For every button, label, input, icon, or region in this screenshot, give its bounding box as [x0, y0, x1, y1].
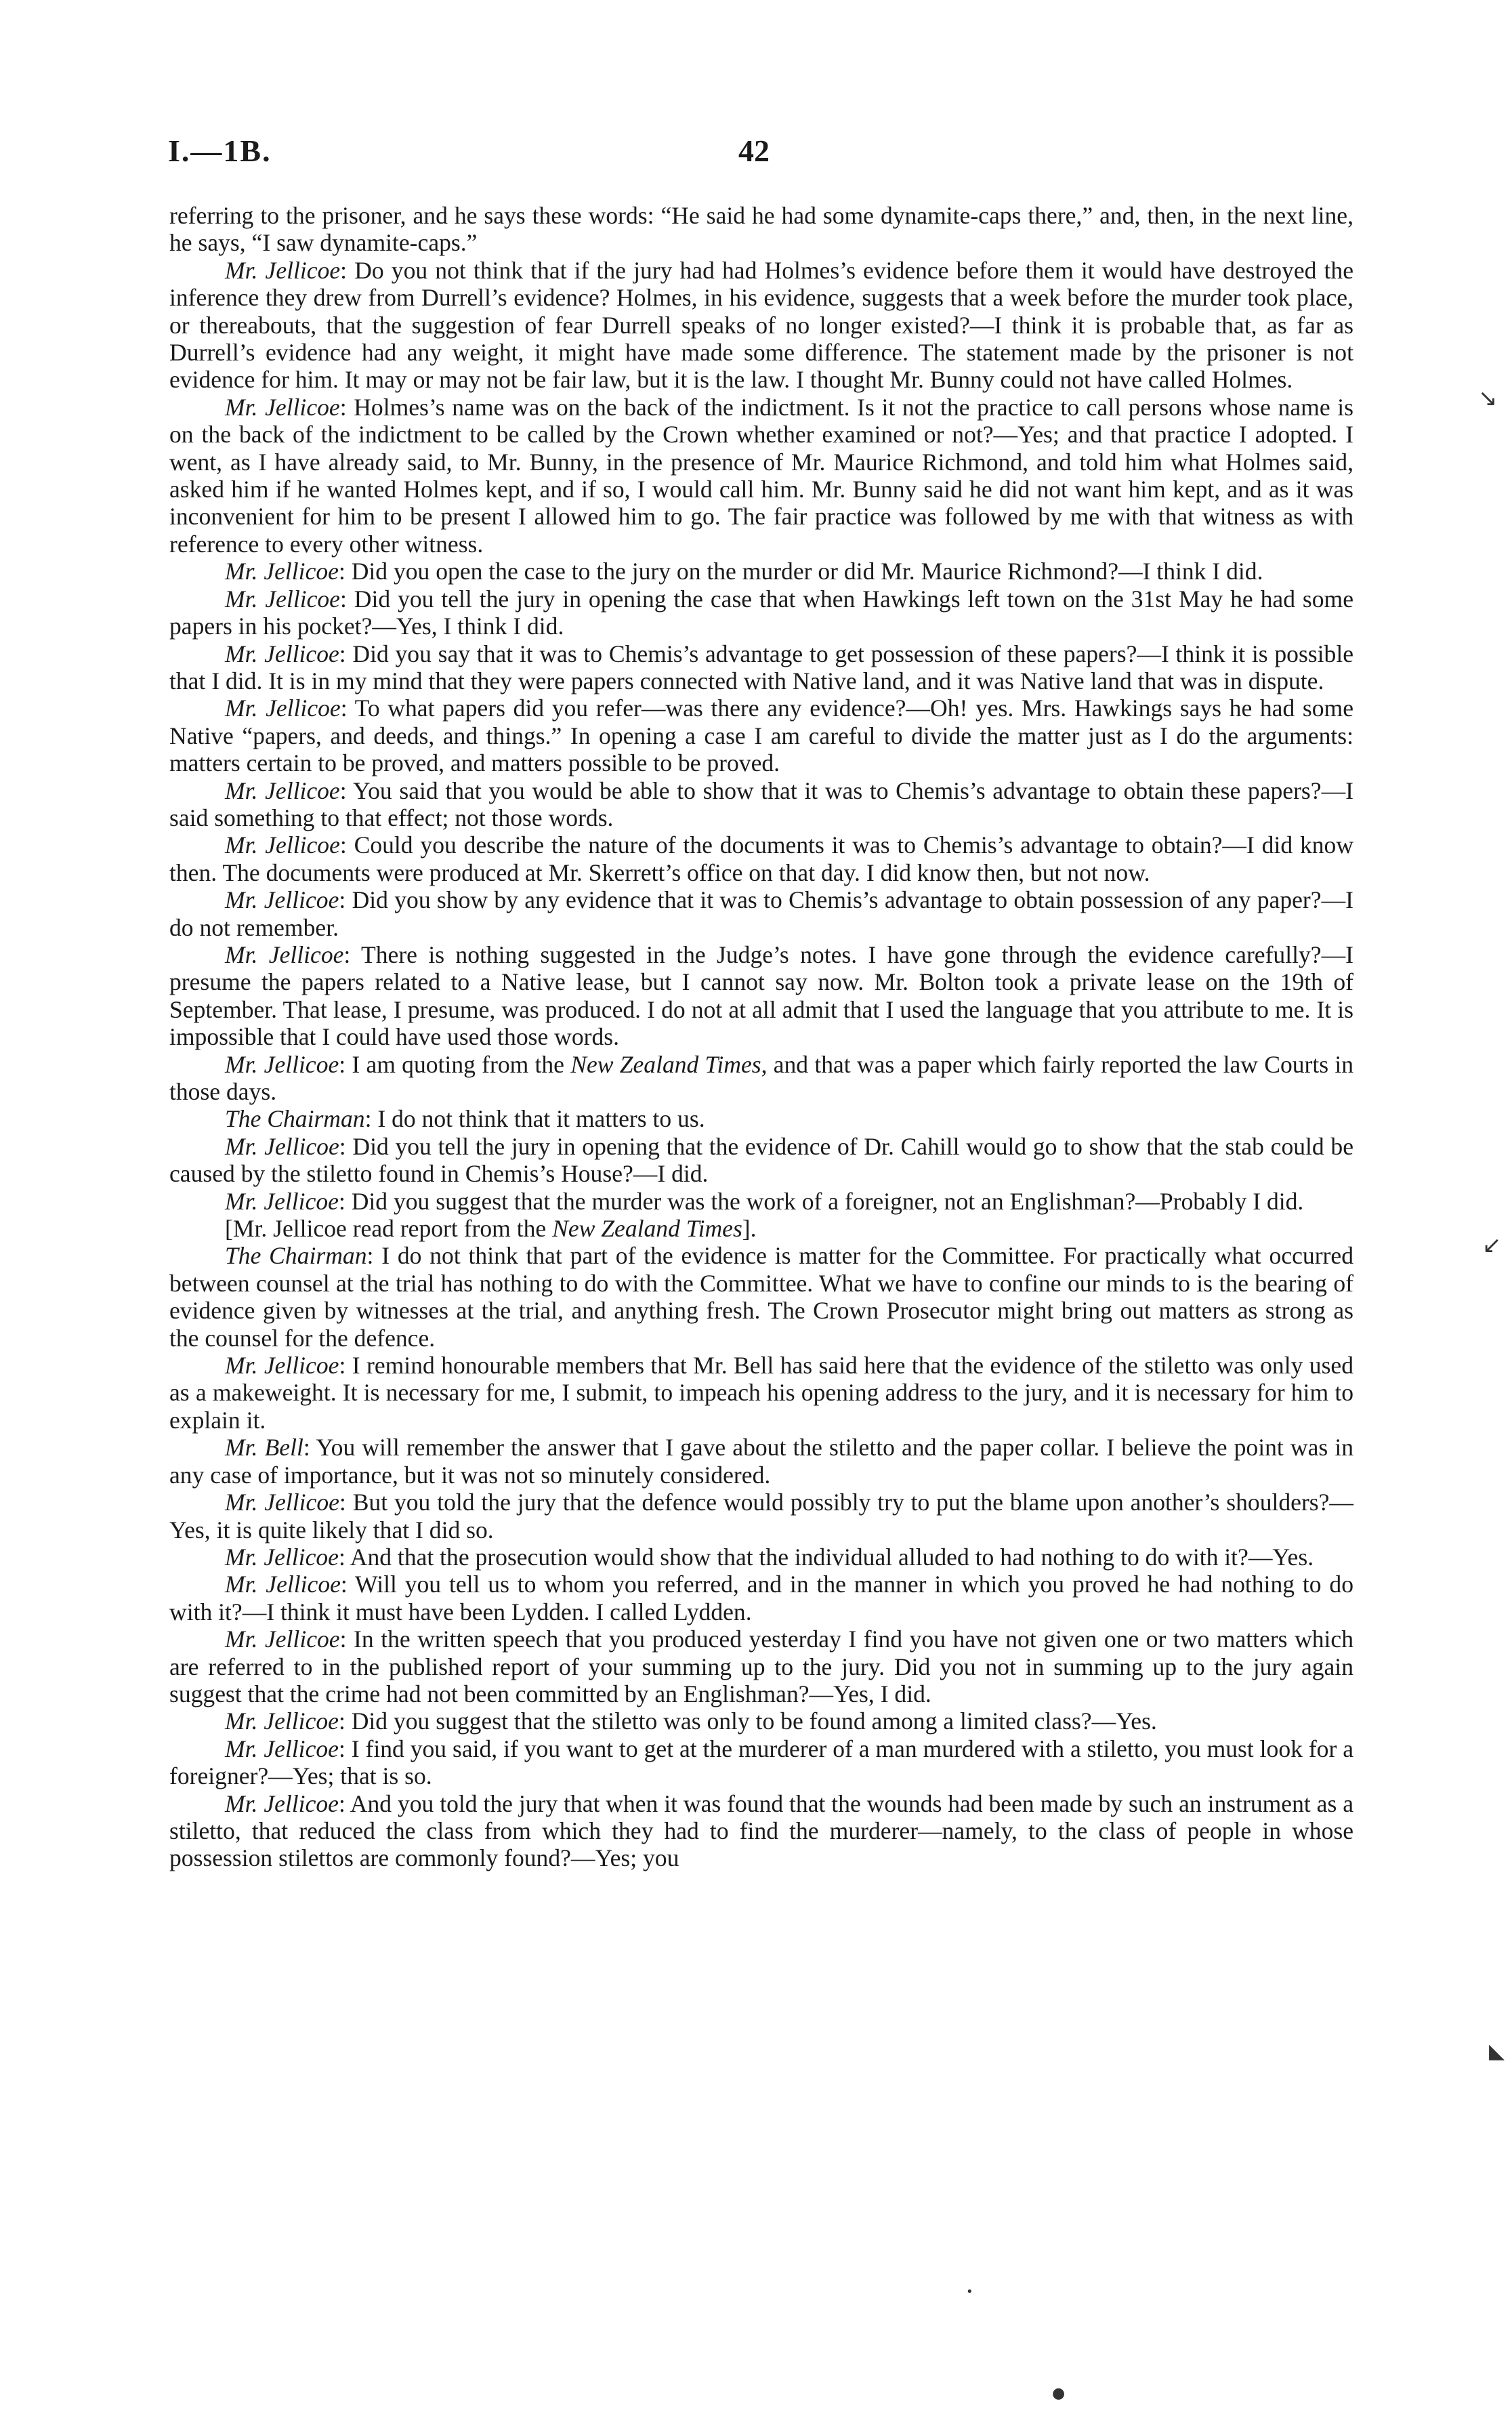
paragraph-21: Mr. Jellicoe: Will you tell us to whom you referred, and in the manner in which you proved he had nothing to do with it?—I think it must have been Lydden. I called Lydden.	[169, 1571, 1354, 1625]
paragraph-text: I remind honourable members that Mr. Bell has said here that the evidence of the stiletto was only used as a makeweight. It is necessary for me, I submit, to impeach his opening address to the jury, and it is necessary for him to explain it.	[169, 1352, 1354, 1434]
speaker: Mr. Jellicoe	[225, 1132, 339, 1160]
paragraph-text: There is nothing suggested in the Judge’s notes. I have gone through the evidence carefully?—I presume the papers related to a Native lease, but I cannot say now. Mr. Bolton took a private lease on the 19th of September. That lease, I presume, was produced. I do not at all admit that I used the language that you attribute to me. It is impossible that I could have used those words.	[169, 940, 1354, 1051]
paragraph-25: Mr. Jellicoe: And you told the jury that when it was found that the wounds had been made by such an instrument as a stiletto, that reduced the class from which they had to find the murderer—namely, to the class of people in whose possession stilettos are commonly found?—Yes; you	[169, 1789, 1353, 1872]
speaker: Mr. Jellicoe	[225, 695, 341, 722]
speck-icon: ●	[1052, 2385, 1066, 2402]
paragraph-17: Mr. Jellicoe: I remind honourable members that Mr. Bell has said here that the evidence of the stiletto was only used as a makeweight. It is necessary for me, I submit, to impeach his opening address to the jury, and it is necessary for him to explain it.	[169, 1352, 1354, 1434]
paragraph-text: Did you tell the jury in opening the case that when Hawkings left town on the 31st May he had some papers in his pocket?—Yes, I think I did.	[169, 585, 1354, 640]
speaker: The Chairman	[225, 1105, 365, 1133]
paragraph-text: But you told the jury that the defence would possibly try to put the blame upon another’s shoulders?—Yes, it is quite likely that I did so.	[169, 1489, 1354, 1543]
speaker: Mr. Jellicoe	[225, 1489, 339, 1516]
speaker: Mr. Jellicoe	[225, 831, 340, 859]
paragraph-text: Did you show by any evidence that it was to Chemis’s advantage to obtain possession of any paper?—I do not remember.	[169, 886, 1353, 941]
speaker: Mr. Jellicoe	[225, 1352, 339, 1380]
speaker: Mr. Jellicoe	[225, 776, 340, 804]
speaker: Mr. Jellicoe	[225, 558, 339, 585]
transcript-body	[169, 202, 1353, 1872]
speaker: Mr. Jellicoe	[225, 1707, 339, 1735]
paragraph-20: Mr. Jellicoe: And that the prosecution would show that the individual alluded to had nothing to do with it?—Yes.	[225, 1543, 1314, 1571]
paragraph-text: You will remember the answer that I gave about the stiletto and the paper collar. I believe the point was in any case of importance, but it was not so minutely considered.	[169, 1434, 1353, 1489]
paragraph-6: Mr. Jellicoe: To what papers did you refer—was there any evidence?—Oh! yes. Mrs. Hawkings says he had some Native “papers, and deeds, and things.” In opening a case I am careful to divide the matter just as I do the arguments: matters certain to be proved, and matters possible to be proved.	[169, 695, 1354, 777]
paragraph-14: Mr. Jellicoe: Did you suggest that the murder was the work of a foreigner, not an Englishman?—Probably I did.	[225, 1187, 1304, 1215]
speaker: Mr. Jellicoe	[225, 886, 339, 914]
paragraph-1: Mr. Jellicoe: Do you not think that if the jury had had Holmes’s evidence before them it would have destroyed the inference they drew from Durrell’s evidence? Holmes, in his evidence, suggests that a week before the murder took place, or thereabouts, that the suggestion of fear Durrell speaks of no longer existed?—I think it is probable that, as far as Durrell’s evidence had any weight, it might have made some difference. The statement made by the prisoner is not evidence for him. It may or may not be fair law, but it is the law. I thought Mr. Bunny could not have called Holmes.	[169, 256, 1354, 394]
paragraph-text: To what papers did you refer—was there any evidence?—Oh! yes. Mrs. Hawkings says he had some Native “papers, and deeds, and things.” In opening a case I am careful to divide the matter just as I do the arguments: matters certain to be proved, and matters possible to be proved.	[169, 695, 1354, 777]
speck-icon: •	[966, 2285, 973, 2299]
speaker: Mr. Jellicoe	[225, 1789, 339, 1817]
paragraph-2: Mr. Jellicoe: Holmes’s name was on the back of the indictment. Is it not the practice to call persons whose name is on the back of the indictment to be called by the Crown whether examined or not?—Yes; and that practice I adopted. I went, as I have already said, to Mr. Bunny, in the presence of Mr. Maurice Richmond, and told him what Holmes said, asked him if he wanted Holmes kept, and if so, I would call him. Mr. Bunny said he did not want him kept, and as it was inconvenient for him to be present I allowed him to go. The fair practice was followed by me with that witness as with reference to every other witness.	[169, 393, 1353, 558]
paragraph-text: Did you say that it was to Chemis’s advantage to get possession of these papers?—I think it is possible that I did. It is in my mind that they were papers connected with Native land, and it was Native land that was in dispute.	[169, 640, 1353, 695]
paragraph-16: The Chairman: I do not think that part of the evidence is matter for the Committee. For practically what occurred between counsel at the trial has nothing to do with the Committee. What we have to confine our minds to is the bearing of evidence given by witnesses at the trial, and anything fresh. The Crown Prosecutor might bring out matters as strong as the counsel for the defence.	[169, 1242, 1353, 1352]
margin-mark-icon: ↘	[1478, 385, 1498, 412]
paragraph-5: Mr. Jellicoe: Did you say that it was to Chemis’s advantage to get possession of these papers?—I think it is possible that I did. It is in my mind that they were papers connected with Native land, and it was Native land that was in dispute.	[169, 640, 1353, 695]
paragraph-text: I do not think that part of the evidence is matter for the Committee. For practically what occurred between counsel at the trial has nothing to do with the Committee. What we have to confine our minds to is the bearing of evidence given by witnesses at the trial, and anything fresh. The Crown Prosecutor might bring out matters as strong as the counsel for the defence.	[169, 1242, 1353, 1352]
paragraph-9: Mr. Jellicoe: Did you show by any evidence that it was to Chemis’s advantage to obtain possession of any paper?—I do not remember.	[169, 886, 1353, 941]
speaker: Mr. Jellicoe	[225, 256, 341, 284]
paragraph-text: And you told the jury that when it was found that the wounds had been made by such an instrument as a stiletto, that reduced the class from which they had to find the murderer—namely, to the class of people in whose possession stilettos are commonly found?—Yes; you	[169, 1789, 1353, 1872]
speaker: Mr. Jellicoe	[225, 1571, 341, 1598]
newspaper-title: New Zealand Times	[570, 1050, 761, 1078]
paragraph-text: Did you suggest that the stiletto was only to be found among a limited class?—Yes.	[351, 1707, 1157, 1735]
paragraph-text: Will you tell us to whom you referred, and in the manner in which you proved he had nothing to do with it?—I think it must have been Lydden. I called Lydden.	[169, 1571, 1354, 1625]
paragraph-3: Mr. Jellicoe: Did you open the case to the jury on the murder or did Mr. Maurice Richmond?—I think I did.	[225, 558, 1263, 585]
speaker: Mr. Jellicoe	[225, 1735, 339, 1762]
paragraph-text: referring to the prisoner, and he says these words: “He said he had some dynamite-caps there,” and, then, in the next line, he says, “I saw dynamite-caps.”	[169, 202, 1353, 257]
paragraph-text: Could you describe the nature of the documents it was to Chemis’s advantage to obtain?—I did know then. The documents were produced at Mr. Skerrett’s office on that day. I did know then, but not now.	[169, 831, 1354, 886]
page-number: 42	[738, 133, 770, 168]
paragraph-text: [Mr. Jellicoe read report from the New Zealand Times].	[225, 1215, 757, 1243]
speaker: Mr. Jellicoe	[225, 940, 344, 968]
speaker: Mr. Jellicoe	[225, 1050, 339, 1078]
speaker: Mr. Jellicoe	[225, 393, 340, 421]
paragraph-text: I do not think that it matters to us.	[377, 1105, 705, 1133]
margin-mark-icon: ◣	[1489, 2039, 1505, 2063]
paragraph-18: Mr. Bell: You will remember the answer that I gave about the stiletto and the paper collar. I believe the point was in any case of importance, but it was not so minutely considered.	[169, 1434, 1353, 1489]
paragraph-23: Mr. Jellicoe: Did you suggest that the stiletto was only to be found among a limited class?—Yes.	[225, 1707, 1157, 1735]
speaker: Mr. Jellicoe	[225, 1187, 339, 1215]
paragraph-text: Did you open the case to the jury on the murder or did Mr. Maurice Richmond?—I think I did.	[351, 558, 1263, 585]
paragraph-text: And that the prosecution would show that the individual alluded to had nothing to do with it?—Yes.	[350, 1543, 1314, 1571]
paragraph-text: I am quoting from the New Zealand Times, and that was a paper which fairly reported the law Courts in those days.	[169, 1050, 1354, 1105]
paragraph-text: Holmes’s name was on the back of the indictment. Is it not the practice to call persons whose name is on the back of the indictment to be called by the Crown whether examined or not?—Yes; and that practice I adopted. I went, as I have already said, to Mr. Bunny, in the presence of Mr. Maurice Richmond, and told him what Holmes said, asked him if he wanted Holmes kept, and if so, I would call him. Mr. Bunny said he did not want him kept, and as it was inconvenient for him to be present I allowed him to go. The fair practice was followed by me with that witness as with reference to every other witness.	[169, 393, 1353, 558]
paragraph-text: Did you suggest that the murder was the work of a foreigner, not an Englishman?—Probably I did.	[351, 1187, 1304, 1215]
paragraph-24: Mr. Jellicoe: I find you said, if you want to get at the murderer of a man murdered with a stiletto, you must look for a foreigner?—Yes; that is so.	[169, 1735, 1354, 1790]
speaker: Mr. Jellicoe	[225, 585, 340, 613]
speaker: Mr. Bell	[225, 1434, 303, 1462]
paragraph-text: In the written speech that you produced yesterday I find you have not given one or two matters which are referred to in the published report of your summing up to the jury. Did you not in summing up to the jury again suggest that the crime had not been committed by an Englishman?—Yes, I did.	[169, 1625, 1354, 1707]
paragraph-11: Mr. Jellicoe: I am quoting from the New Zealand Times, and that was a paper which fairly reported the law Courts in those days.	[169, 1050, 1354, 1105]
paragraph-22: Mr. Jellicoe: In the written speech that you produced yesterday I find you have not given one or two matters which are referred to in the published report of your summing up to the jury. Did you not in summing up to the jury again suggest that the crime had not been committed by an Englishman?—Yes, I did.	[169, 1625, 1354, 1707]
paragraph-19: Mr. Jellicoe: But you told the jury that the defence would possibly try to put the blame upon another’s shoulders?—Yes, it is quite likely that I did so.	[169, 1489, 1354, 1543]
paragraph-13: Mr. Jellicoe: Did you tell the jury in opening that the evidence of Dr. Cahill would go to show that the stab could be caused by the stiletto found in Chemis’s House?—I did.	[169, 1132, 1354, 1188]
paragraph-15	[169, 1215, 1353, 1242]
paragraph-0	[169, 202, 1353, 257]
paragraph-7: Mr. Jellicoe: You said that you would be able to show that it was to Chemis’s advantage to obtain these papers?—I said something to that effect; not those words.	[169, 776, 1353, 831]
paragraph-text: I find you said, if you want to get at the murderer of a man murdered with a stiletto, you must look for a foreigner?—Yes; that is so.	[169, 1735, 1354, 1790]
paragraph-text: You said that you would be able to show that it was to Chemis’s advantage to obtain these papers?—I said something to that effect; not those words.	[169, 776, 1353, 831]
speaker: Mr. Jellicoe	[225, 1543, 339, 1571]
paragraph-10: Mr. Jellicoe: There is nothing suggested in the Judge’s notes. I have gone through the evidence carefully?—I presume the papers related to a Native lease, but I cannot say now. Mr. Bolton took a private lease on the 19th of September. That lease, I presume, was produced. I do not at all admit that I used the language that you attribute to me. It is impossible that I could have used those words.	[169, 940, 1354, 1051]
paragraph-4: Mr. Jellicoe: Did you tell the jury in opening the case that when Hawkings left town on the 31st May he had some papers in his pocket?—Yes, I think I did.	[169, 585, 1354, 640]
paragraph-12: The Chairman: I do not think that it matters to us.	[225, 1105, 705, 1133]
newspaper-title: New Zealand Times	[552, 1215, 742, 1243]
paragraph-text: Do you not think that if the jury had had Holmes’s evidence before them it would have destroyed the inference they drew from Durrell’s evidence? Holmes, in his evidence, suggests that a week before the murder took place, or thereabouts, that the suggestion of fear Durrell speaks of no longer existed?—I think it is probable that, as far as Durrell’s evidence had any weight, it might have made some difference. The statement made by the prisoner is not evidence for him. It may or may not be fair law, but it is the law. I thought Mr. Bunny could not have called Holmes.	[169, 256, 1354, 394]
speaker: Mr. Jellicoe	[225, 640, 339, 667]
paragraph-8: Mr. Jellicoe: Could you describe the nature of the documents it was to Chemis’s advantage to obtain?—I did know then. The documents were produced at Mr. Skerrett’s office on that day. I did know then, but not now.	[169, 831, 1354, 886]
paragraph-text: Did you tell the jury in opening that the evidence of Dr. Cahill would go to show that the stab could be caused by the stiletto found in Chemis’s House?—I did.	[169, 1132, 1354, 1188]
margin-mark-icon: ↙	[1482, 1232, 1502, 1259]
document-reference: I.—1B.	[168, 133, 272, 168]
speaker: Mr. Jellicoe	[225, 1625, 340, 1653]
speaker: The Chairman	[225, 1242, 367, 1270]
